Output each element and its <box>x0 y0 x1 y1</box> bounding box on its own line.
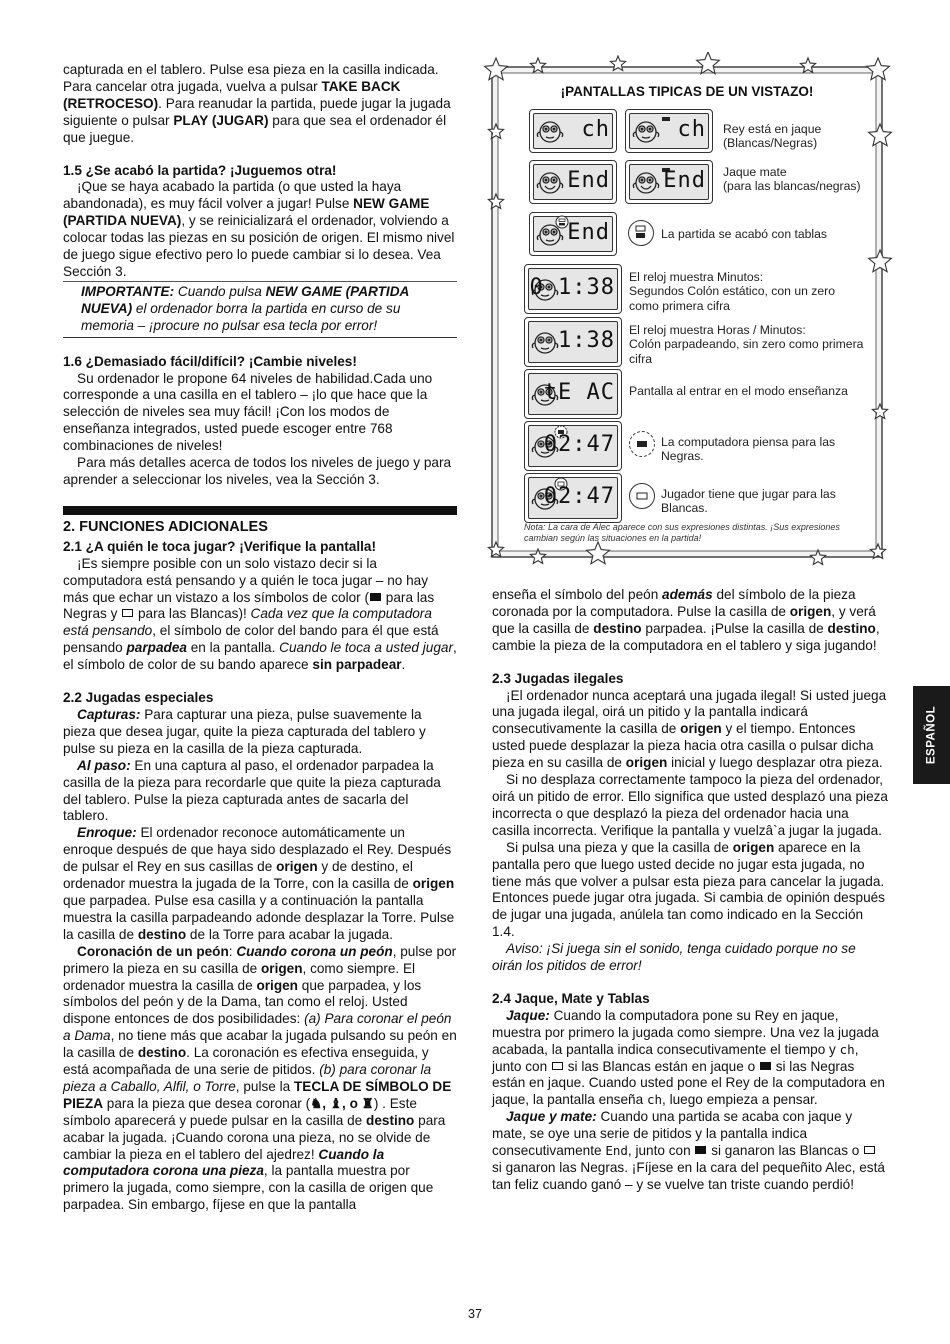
lcd-check-black: ch <box>625 109 713 153</box>
lcd-thinking-black: 02:47 <box>524 421 622 471</box>
paragraph: Jaque y mate: Cuando una partida se acaba con jaque y mate, se oye una serie de pitidos y la pantalla indica consecutivamente End, junto con si ganaron las Blancas o si ganaron las Negras. ¡Fíjese en la cara del pequeñito Alec, está tan feliz cuando ganó – y se vuelve tan triste cuando perdió! <box>492 1109 885 1192</box>
important-note: IMPORTANTE: Cuando pulsa NEW GAME (PARTIDA NUEVA) el ordenador borra la partida en curso de su memoria – ¡procure no pulsar esa tecla por error! <box>63 281 457 338</box>
page-number: 37 <box>468 1307 482 1321</box>
caption-hours: El reloj muestra Horas / Minutos: Colón parpadeando, sin zero como primera cifra <box>629 323 864 366</box>
alec-face-icon <box>532 333 557 353</box>
alec-face-icon <box>537 173 562 193</box>
paragraph: enseña el símbolo del peón además del símbolo de la pieza coronada por la computadora. Pulse la casilla de origen, y verá que la casilla de destino parpadea. ¡Pulse la casilla de destino, cambie la pieza de la computadora en el tablero y siga jugando! <box>492 587 880 653</box>
black-square-icon <box>662 117 670 121</box>
caption-player: Jugador tiene que jugar para las Blancas. <box>661 487 836 516</box>
paragraph: Para más detalles acerca de todos los niveles de juego y para aprender a seleccionar los niveles, vea la Sección 3. <box>63 455 452 487</box>
paragraph: Su ordenador le propone 64 niveles de habilidad.Cada uno corresponde a una casilla en el tablero – ¡lo que hace que la selección de niveles sea muy fácil! ¡Con los modos de enseñanza integrados, usted puede escoger entre 768 combinaciones de niveles! <box>63 370 433 454</box>
white-move-symbol-icon <box>629 483 655 509</box>
paragraph: ¡Que se haya acabado la partida (o que usted la haya abandonada), es muy fácil volver a jugar! Pulse NEW GAME (PARTIDA NUEVA), y se reinicializará el ordenador, volviendo a colocar todas las piezas en su posición de origen. El mismo nivel de juego sigue efectivo pero lo puede cambiar si lo desea. Vea Sección 3. <box>63 179 455 279</box>
alec-face-icon <box>633 173 658 193</box>
alec-face-icon <box>537 225 562 245</box>
caption-thinking: La computadora piensa para las Negras. <box>661 435 836 464</box>
paragraph: capturada en el tablero. Pulse esa pieza en la casilla indicada. Para cancelar otra jugada, vuelva a pulsar TAKE BACK (RETROCESO). Para reanudar la partida, puede jugar la jugada siguiente o pulsar PLAY (JUGAR) para que sea el ordenador él que juegue. <box>63 62 451 145</box>
caption-minutes: El reloj muestra Minutos: Segundos Colón estático, con un zero como primera cifra <box>629 270 835 313</box>
black-square-icon <box>370 593 381 601</box>
section-heading-2-2: 2.2 Jugadas especiales <box>63 690 214 706</box>
lcd-mate-black: End <box>625 160 713 204</box>
lcd-mate-white: End <box>529 160 617 204</box>
paragraph: Coronación de un peón: Cuando corona un peón, pulse por primero la pieza en su casilla de origen, como siempre. El ordenador muestra la casilla de origen que parpadea, y los símbolos del peón y de la Dama, tan como el reloj. Usted dispone entonces de dos posibilidades: (a) Para coronar el peón a Dama, no tiene más que acabar la jugada pulsando su peón en la casilla de destino. La coronación es efectiva enseguida, y está acompañada de una serie de pitidos. (b) para coronar la pieza a Caballo, Alfil, o Torre, pulse la TECLA DE SÍMBOLO DE PIEZA para la pieza que desea coronar (♞, ♝, o ♜) . Este símbolo aparecerá y puede pulsar en la casilla de destino para acabar la jugada. ¡Cuando corona una pieza, no se olvide de cambiar la pieza en el tablero del ajedrez! Cuando la computadora corona una pieza, la pantalla muestra por primero la jugada, como siempre, con la casilla de origen que parpadea. Sin embargo, fíjese en que la pantalla <box>63 943 457 1213</box>
paragraph: Enroque: El ordenador reconoce automáticamente un enroque después de que haya sido desplazado el Rey. Después de pulsar el Rey en sus casillas de origen y de destino, el ordenador muestra la jugada de la Torre, con la casilla de origen que parpadea. Pulse esa casilla y a continuación la pantalla muestra la casilla parpadeando adonde desplazar la Torre. Pulse la casilla de destino de la Torre para acabar la jugada. <box>63 825 455 942</box>
caption-check: Rey está en jaque (Blancas/Negras) <box>723 122 822 151</box>
section-heading-2-3: 2.3 Jugadas ilegales <box>492 670 624 686</box>
paragraph: Si no desplaza correctamente tampoco la pieza del ordenador, oirá un pitido de error. Ello significa que usted desplazó una pieza incorrecta o que desplazó la pieza del ordenador hacia una casilla incorrecta. Verifique la pantalla y vuelzâ`a jugar la jugada. <box>492 772 888 838</box>
black-square-icon <box>760 1062 771 1070</box>
paragraph: Jaque: Cuando la computadora pone su Rey en jaque, muestra por primero la jugada como siempre. Una vez la jugada acabada, la pantalla indica consecutivamente el tiempo y ch, junto con si las Blancas están en jaque o si las Negras están en jaque. Cuando usted pone el Rey de la computadora en jaque, la pantalla enseña ch, luego empieza a pensar. <box>492 1007 885 1108</box>
language-tab: ESPAÑOL <box>913 686 950 784</box>
white-square-icon <box>559 219 565 222</box>
figure-note: Nota: La cara de Alec aparece con sus expresiones distintas. ¡Sus expresiones cambian según las situaciones en la partida! <box>524 522 840 543</box>
black-thinking-symbol-icon <box>629 431 655 457</box>
section-heading-2-1: 2.1 ¿A quién le toca jugar? ¡Verifique la pantalla! <box>63 538 376 554</box>
right-column <box>492 587 889 1194</box>
paragraph: Al paso: En una captura al paso, el ordenador parpadea la casilla de la pieza para recordarle que quite la pieza capturada del tablero. Pulse la pieza capturada antes de sacarla del tablero. <box>63 757 441 824</box>
section-divider-bar <box>63 506 457 515</box>
paragraph: Si pulsa una pieza y que la casilla de origen aparece en la pantalla pero que luego usted decide no jugar esta jugada, no tiene más que volver a pulsar esta pieza para cancelar la jugada. Entonces puede jugar otra jugada. Si cambia de opinión después de jugar una jugada, anúlela tan como indicado en la Sección 1.4. <box>492 839 885 940</box>
caption-draw: La partida se acabó con tablas <box>661 227 828 241</box>
lcd-clock-hours: 1:38 <box>524 317 622 367</box>
paragraph: ¡Es siempre posible con un solo vistazo decir si la computadora está pensando y a quién le toca jugar – no hay más que echar un vistazo a los símbolos de color ( para las Negras y para las Blancas)! Cada vez que la computadora está pensando, el símbolo de color del bando para él que está pensando parpadea en la pantalla. Cuando le toca a usted jugar, el símbolo de color de su bando aparece sin parpadear. <box>63 555 457 673</box>
section-heading-2-4: 2.4 Jaque, Mate y Tablas <box>492 990 650 1006</box>
section-heading-1-5: 1.5 ¿Se acabó la partida? ¡Juguemos otra! <box>63 162 337 178</box>
white-square-icon <box>122 609 133 617</box>
lcd-player-white: 02:47 <box>524 473 622 523</box>
section-heading-1-6: 1.6 ¿Demasiado fácil/difícil? ¡Cambie niveles! <box>63 353 357 369</box>
paragraph: Capturas: Para capturar una pieza, pulse suavemente la pieza que desea jugar, quite la pieza capturada del tablero y pulse su pieza en la casilla de la pieza capturada. <box>63 707 426 756</box>
draw-symbol-icon <box>628 220 654 246</box>
figure-title: ¡PANTALLAS TIPICAS DE UN VISTAZO! <box>560 84 814 99</box>
screens-figure <box>478 52 896 572</box>
lcd-check-white: ch <box>529 109 617 153</box>
paragraph: Aviso: ¡Si juega sin el sonido, tenga cuidado porque no se oirán los pitidos de error! <box>492 941 856 974</box>
alec-face-icon <box>633 122 658 142</box>
paragraph: ¡El ordenador nunca aceptará una jugada ilegal! Si usted juega una jugada ilegal, oirá un pitido y la pantalla indicará consecutivamente la casilla de origen y el tiempo. Entonces usted puede desplazar la pieza hacia otra casilla o pulsar dicha pieza en su casilla de origen inicial y luego desplazar otra pieza. <box>492 687 887 771</box>
lcd-draw: End <box>529 212 617 256</box>
lcd-clock-minutes: 0 1:38 <box>524 264 622 314</box>
left-column <box>63 62 457 1214</box>
white-square-icon <box>864 1146 875 1154</box>
chapter-heading-2: 2. FUNCIONES ADICIONALES <box>63 518 268 535</box>
alec-face-icon <box>537 122 562 142</box>
caption-teach: Pantalla al entrar en el modo enseñanza <box>629 384 848 398</box>
white-square-icon <box>552 1062 563 1070</box>
draw-circle-icon <box>556 216 568 228</box>
lcd-teach-mode: tE AC <box>524 369 622 419</box>
black-square-icon <box>695 1146 706 1154</box>
caption-mate: Jaque mate (para las blancas/negras) <box>723 165 861 194</box>
black-square-icon <box>559 223 565 226</box>
